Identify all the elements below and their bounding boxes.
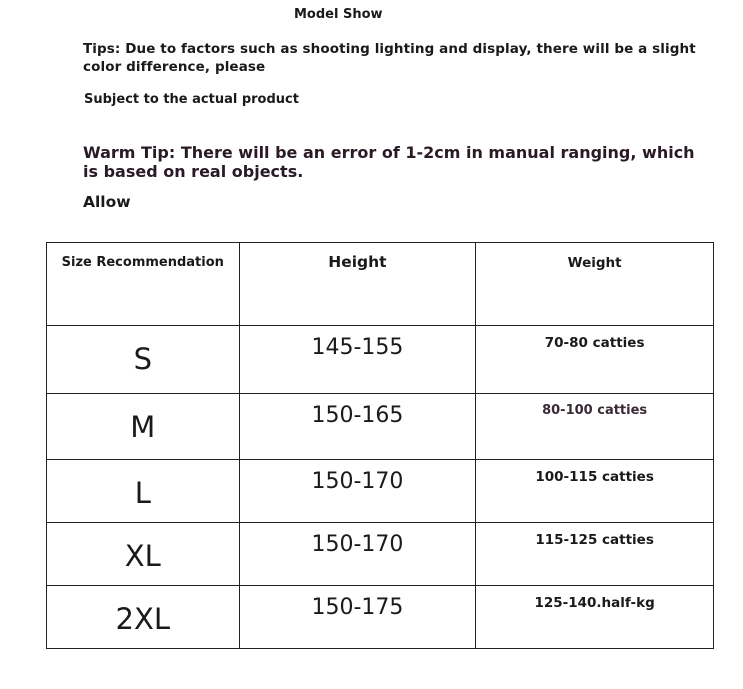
size-cell bbox=[47, 326, 240, 394]
tips-text: Tips: Due to factors such as shooting lighting and display, there will be a slight color difference, please bbox=[83, 41, 696, 75]
weight-value: 115-125 catties bbox=[535, 532, 654, 548]
height-value: 150-170 bbox=[311, 532, 404, 557]
size-cell bbox=[47, 586, 240, 649]
warm-tip-text: Warm Tip: There will be an error of 1-2cm in manual ranging, which is based on real objects. bbox=[83, 143, 695, 181]
column-header: Weight bbox=[567, 255, 622, 271]
height-value: 150-170 bbox=[311, 469, 404, 494]
table-row bbox=[47, 586, 714, 649]
weight-value: 125-140.half-kg bbox=[534, 595, 655, 611]
table-row bbox=[47, 326, 714, 394]
height-value: 145-155 bbox=[311, 335, 404, 360]
table-row bbox=[47, 394, 714, 460]
size-value: 2XL bbox=[115, 602, 171, 636]
size-value: S bbox=[133, 342, 152, 376]
size-value: XL bbox=[124, 539, 161, 573]
weight-value: 70-80 catties bbox=[544, 335, 645, 351]
subject-text: Subject to the actual product bbox=[84, 92, 299, 107]
page-title: Model Show bbox=[294, 7, 383, 22]
weight-cell bbox=[476, 460, 714, 523]
weight-cell bbox=[476, 394, 714, 460]
height-value: 150-175 bbox=[311, 595, 404, 620]
size-value: M bbox=[130, 410, 156, 444]
table-row bbox=[47, 460, 714, 523]
column-header: Size Recommendation bbox=[61, 255, 224, 270]
weight-cell bbox=[476, 523, 714, 586]
header-cell-size bbox=[47, 243, 240, 326]
height-cell bbox=[239, 523, 476, 586]
height-cell bbox=[239, 460, 476, 523]
header-cell-weight bbox=[476, 243, 714, 326]
height-value: 150-165 bbox=[311, 403, 404, 428]
size-chart-table bbox=[46, 242, 714, 649]
size-value: L bbox=[134, 476, 151, 510]
weight-cell bbox=[476, 326, 714, 394]
header-cell-height bbox=[239, 243, 476, 326]
table-header-row bbox=[47, 243, 714, 326]
size-cell bbox=[47, 523, 240, 586]
height-cell bbox=[239, 326, 476, 394]
height-cell bbox=[239, 586, 476, 649]
column-header: Height bbox=[328, 253, 387, 271]
weight-value: 100-115 catties bbox=[535, 469, 654, 485]
weight-cell bbox=[476, 586, 714, 649]
size-cell bbox=[47, 460, 240, 523]
size-cell bbox=[47, 394, 240, 460]
height-cell bbox=[239, 394, 476, 460]
weight-value: 80-100 catties bbox=[542, 403, 648, 418]
table-row bbox=[47, 523, 714, 586]
allow-text: Allow bbox=[83, 193, 131, 211]
